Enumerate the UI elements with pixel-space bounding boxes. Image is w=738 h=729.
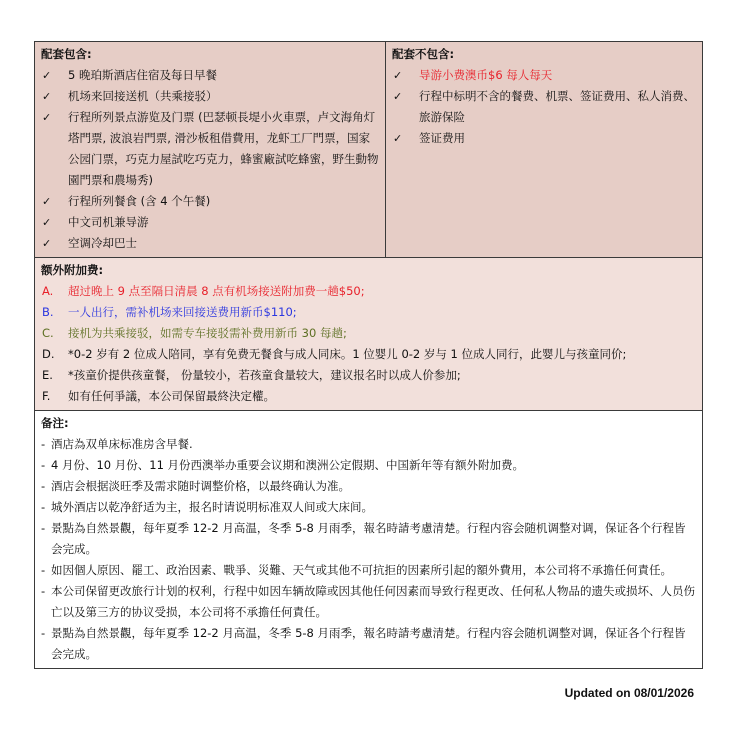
included-title: 配套包含:	[41, 47, 92, 61]
list-item: - 景點為自然景觀，每年夏季 12-2 月高温，冬季 5-8 月雨季，報名時請考慮清楚。行程内容会随机调整对调，保证各个行程皆会完成。	[41, 521, 686, 556]
checkmark-icon: ✓	[42, 69, 52, 82]
list-item: F. 如有任何爭議，本公司保留最終決定權。	[42, 389, 275, 403]
checkmark-icon: ✓	[393, 90, 403, 103]
remarks-title: 备注:	[41, 416, 69, 430]
list-item: ✓ 中文司机兼导游	[41, 212, 379, 233]
included-list	[41, 65, 379, 254]
list-item: - 本公司保留更改旅行计划的权利，行程中如因车辆故障或因其他任何因素而导致行程更改、任何私人物品的遗失或损坏、人员伤亡以及第三方的协议受损，本公司将不承擔任何責任。	[41, 584, 695, 619]
list-item: - 4 月份、10 月份、11 月份西澳举办重要会议期和澳洲公定假期、中国新年等有额外附加费。	[41, 458, 525, 472]
excluded-cell	[386, 42, 703, 258]
surcharge-cell	[35, 258, 703, 411]
package-info-table	[34, 41, 703, 669]
remarks-cell	[35, 411, 703, 669]
list-item: E. *孩童价提供孩童餐， 份量较小，若孩童食量较大，建议报名时以成人价参加;	[42, 368, 461, 382]
checkmark-icon: ✓	[42, 195, 52, 208]
list-item: ✓ 5 晚珀斯酒店住宿及每日早餐	[41, 65, 379, 86]
checkmark-icon: ✓	[42, 90, 52, 103]
list-item: ✓ 行程中标明不含的餐费、机票、签证费用、私人消费、旅游保险	[392, 86, 696, 128]
list-item: ✓ 签证费用	[392, 128, 696, 149]
checkmark-icon: ✓	[393, 132, 403, 145]
list-item: - 酒店会根据淡旺季及需求随时调整价格，以最终确认为准。	[41, 479, 350, 493]
list-item: - 酒店為双单床标准房含早餐.	[41, 437, 193, 451]
excluded-title: 配套不包含:	[392, 47, 455, 61]
checkmark-icon: ✓	[42, 216, 52, 229]
excluded-list	[392, 65, 696, 149]
surcharge-title: 额外附加费:	[41, 263, 104, 277]
list-item: C. 接机为共乘接驳，如需专车接驳需补费用新币 30 每趟;	[42, 326, 347, 340]
list-item: ✓ 机场来回接送机（共乘接驳）	[41, 86, 379, 107]
list-item: B. 一人出行，需补机场来回接送费用新币$110;	[42, 305, 297, 319]
list-item: D. *0-2 岁有 2 位成人陪同，享有免费无餐食与成人同床。1 位婴儿 0-2 岁与 1 位成人同行，此婴儿与孩童同价;	[42, 347, 627, 361]
package-info-table-wrapper	[34, 41, 702, 669]
list-item: - 景點為自然景觀，每年夏季 12-2 月高温，冬季 5-8 月雨季，報名時請考慮清楚。行程内容会随机调整对调，保证各个行程皆会完成。	[41, 626, 686, 661]
included-cell	[35, 42, 386, 258]
list-item: ✓ 行程所列景点游览及门票 (巴瑟顿長堤小火車票，卢文海角灯塔門票, 波浪岩門票, 滑沙板租借費用，龙虾工厂門票，国家公园门票，巧克力屋試吃巧克力，蜂蜜廠試吃蜂蜜，野生動物園門票和農場秀)	[41, 107, 379, 191]
checkmark-icon: ✓	[393, 69, 403, 82]
list-item: ✓ 导游小费澳币$6 每人每天	[392, 65, 696, 86]
list-item: A. 超过晚上 9 点至隔日清晨 8 点有机场接送附加费一趟$50;	[42, 284, 365, 298]
surcharge-list	[41, 281, 696, 407]
list-item: ✓ 空调冷却巴士	[41, 233, 379, 254]
checkmark-icon: ✓	[42, 111, 52, 124]
remarks-list	[41, 434, 696, 665]
list-item: - 城外酒店以乾净舒适为主，报名时请说明标准双人间或大床间。	[41, 500, 373, 514]
checkmark-icon: ✓	[42, 237, 52, 250]
list-item: ✓ 行程所列餐食 (含 4 个午餐)	[41, 191, 379, 212]
updated-date: Updated on 08/01/2026	[564, 686, 694, 700]
list-item: - 如因個人原因、罷工、政治因素、戰爭、災難、天气或其他不可抗拒的因素所引起的額外費用，本公司将不承擔任何責任。	[41, 563, 672, 577]
